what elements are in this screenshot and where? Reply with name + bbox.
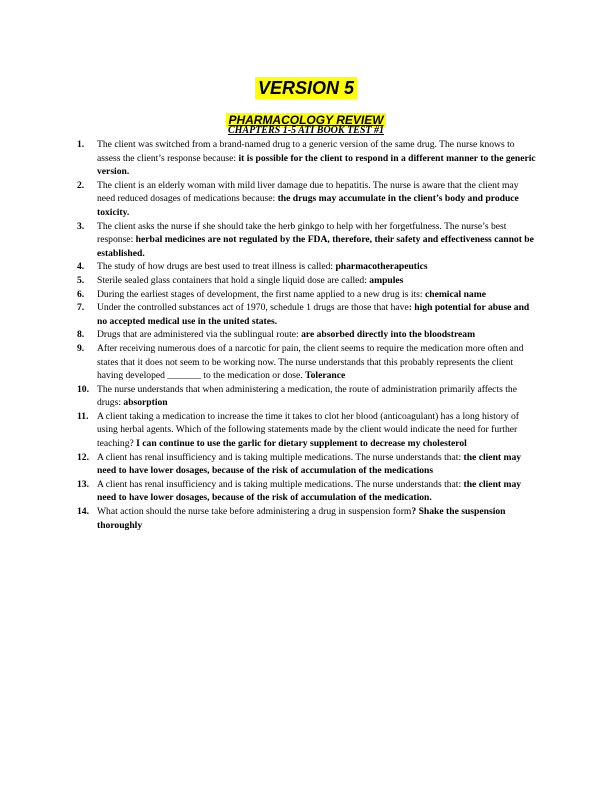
- question-text: After receiving numerous does of a narcotic for pain, the client seems to require the medication more often and states that it does not seem to be working now. The nurse understands that this probably represents the client having developed _______ to the medication or dose.: [97, 342, 524, 382]
- question-item: [77, 220, 537, 261]
- question-number: 2.: [77, 179, 85, 191]
- question-answer: the client may need to have lower dosages, because of the risk of accumulation of the medications: [97, 451, 522, 477]
- question-item: [77, 138, 537, 179]
- question-text: The study of how drugs are best used to treat illness is called:: [97, 261, 336, 273]
- question-text: The nurse understands that when administering a medication, the route of administration primarily affects the drugs:: [97, 383, 517, 409]
- question-list: [77, 138, 537, 532]
- question-number: 5.: [77, 274, 85, 286]
- question-answer: the client may need to have lower dosages, because of the risk of accumulation of the medication.: [97, 478, 522, 504]
- question-text: The client was switched from a brand-named drug to a generic version of the same drug. The nurse knows to assess the client’s response because:: [97, 139, 515, 164]
- question-number: 13.: [77, 478, 89, 490]
- question-answer: are absorbed directly into the bloodstream: [301, 329, 476, 341]
- question-answer: I can continue to use the garlic for dietary supplement to decrease my cholesterol: [136, 438, 467, 450]
- question-number: 14.: [77, 506, 89, 518]
- question-item: [77, 260, 537, 274]
- question-text: A client taking a medication to increase the time it takes to clot her blood (anticoagulant) has a long history of using herbal agents. Which of the following statements made by the client would indicate the need for further teaching?: [97, 410, 520, 450]
- question-number: 8.: [77, 329, 85, 341]
- question-text: Sterile sealed glass containers that hold a single liquid dose are called:: [97, 274, 370, 286]
- chapters-heading: CHAPTERS 1-5 ATI BOOK TEST #1: [227, 125, 385, 136]
- question-answer: ampules: [369, 274, 404, 286]
- question-answer: pharmacotherapeutics: [335, 261, 428, 273]
- question-answer: ? Shake the suspension thoroughly: [97, 506, 506, 531]
- question-item: [77, 478, 537, 505]
- question-item: [77, 451, 537, 478]
- question-answer: herbal medicines are not regulated by the FDA, therefore, their safety and effectiveness cannot be established.: [97, 234, 534, 259]
- question-answer: absorption: [123, 397, 168, 409]
- question-text: Drugs that are administered via the sublingual route:: [97, 329, 302, 341]
- question-answer: chemical name: [424, 288, 486, 300]
- question-item: [77, 342, 537, 383]
- question-item: [77, 410, 537, 451]
- title-block: [0, 77, 612, 99]
- question-number: 7.: [77, 302, 85, 314]
- question-item: [77, 505, 537, 532]
- question-text: A client has renal insufficiency and is taking multiple medications. The nurse understands that:: [97, 478, 464, 490]
- question-number: 4.: [77, 261, 85, 273]
- question-text: The client is an elderly woman with mild liver damage due to hepatitis. The nurse is aware that the client may need reduced dosages of medications because:: [97, 179, 519, 205]
- question-item: [77, 301, 537, 328]
- question-text: The client asks the nurse if she should take the herb ginkgo to help with her forgetfulness. The nurse’s best response:: [97, 220, 507, 246]
- question-answer: the drugs may accumulate in the client’s body and produce toxicity.: [97, 193, 519, 218]
- question-number: 10.: [77, 383, 89, 395]
- question-text: What action should the nurse take before administering a drug in suspension form: [97, 506, 412, 518]
- question-number: 3.: [77, 220, 85, 232]
- question-answer: Tolerance: [305, 370, 346, 382]
- question-number: 11.: [77, 410, 89, 422]
- question-number: 1.: [77, 139, 85, 150]
- question-number: 6.: [77, 288, 85, 300]
- question-number: 12.: [77, 451, 89, 463]
- question-answer: : high potential for abuse and no accepted medical use in the united states.: [97, 302, 530, 327]
- question-text: A client has renal insufficiency and is taking multiple medications. The nurse understands that:: [97, 451, 464, 463]
- question-item: [77, 179, 537, 220]
- version-title: VERSION 5: [255, 77, 357, 99]
- question-text: During the earliest stages of development, the first name applied to a new drug is its:: [97, 288, 425, 300]
- question-number: 9.: [77, 342, 85, 354]
- question-item: [77, 383, 537, 410]
- question-item: [77, 274, 537, 288]
- question-item: [77, 288, 537, 302]
- question-item: [77, 328, 537, 342]
- document-subtitle: PHARMACOLOGY REVIEW: [228, 113, 384, 127]
- question-answer: it is possible for the client to respond in a different manner to the generic version.: [97, 152, 536, 178]
- question-text: Under the controlled substances act of 1970, schedule 1 drugs are those that have: [97, 302, 409, 314]
